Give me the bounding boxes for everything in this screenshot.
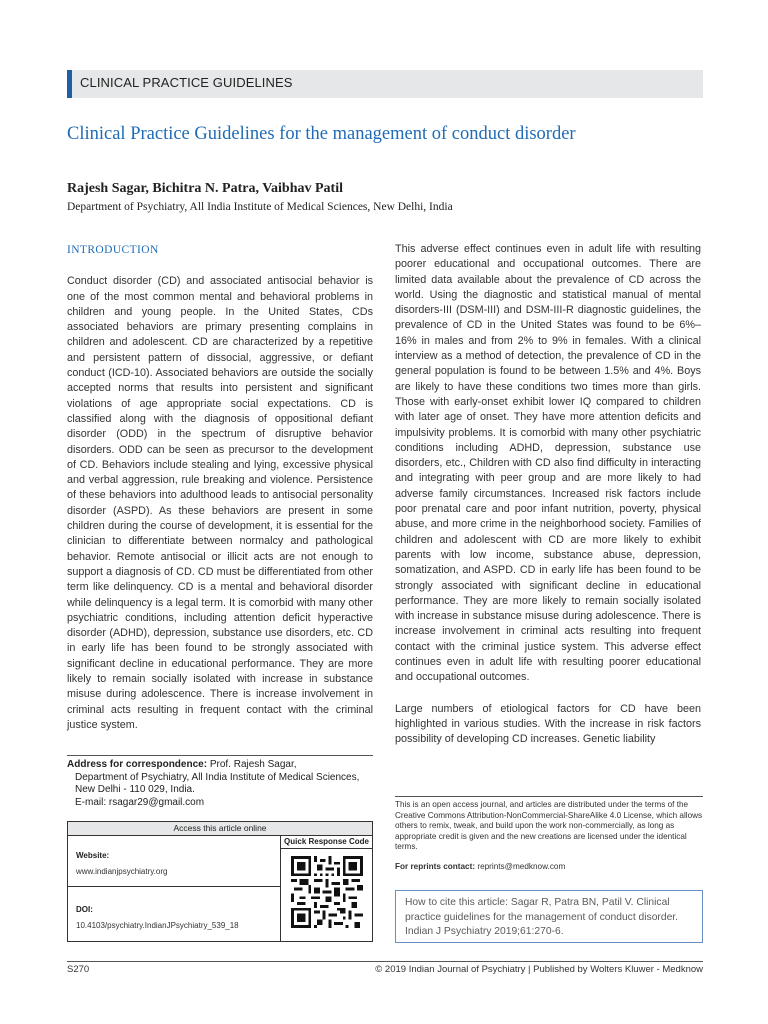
license-notice [395, 796, 703, 872]
access-online-header: Access this article online [68, 822, 372, 836]
right-column [395, 242, 701, 748]
intro-paragraph-3: Large numbers of etiological factors for CD have been highlighted in various studies. With the increase in risk factors possibility of developing CD increases. Genetic liability [395, 702, 701, 746]
qr-code-icon[interactable] [291, 856, 363, 928]
author-affiliation: Department of Psychiatry, All India Institute of Medical Sciences, New Delhi, India [67, 201, 453, 213]
website-label: Website: [76, 851, 110, 860]
access-info [68, 836, 281, 941]
correspondence-dept: Department of Psychiatry, All India Institute of Medical Sciences, [75, 771, 360, 783]
doi-link[interactable]: 10.4103/psychiatry.IndianJPsychiatry_539_18 [76, 921, 239, 930]
section-label: CLINICAL PRACTICE GUIDELINES [67, 70, 703, 98]
page-number: S270 [67, 964, 90, 975]
qr-cell [281, 836, 372, 941]
website-row [68, 836, 281, 887]
correspondence-block [67, 755, 373, 809]
correspondence-label: Address for correspondence: [67, 759, 208, 770]
correspondence-name: Prof. Rajesh Sagar, [207, 759, 297, 770]
website-link[interactable]: www.indianjpsychiatry.org [76, 867, 168, 876]
article-title: Clinical Practice Guidelines for the management of conduct disorder [67, 124, 576, 144]
correspondence-address: New Delhi - 110 029, India. [75, 784, 195, 795]
intro-paragraph-2: This adverse effect continues even in adult life with resulting poorer educational and occupational outcomes. There are limited data available about the prevalence of CD across the world. Using the diagnostic and statistical manual of mental disorders-III (DSM-III) and DSM-III-R diagnostic guidelines, the prevalence of CD in the United States was found to be 6%–16% in males and from 2% to 9% in females. With a clinical interview as a method of detection, the prevalence of CD in the general population is found to be between 1.5% and 4%. Boys are likely to have these conditions two times more than girls. Those with early-onset exhibit lower IQ compared to children with later age of onset. They have more attention deficits and impulsivity problems. It is comorbid with many other psychiatric conditions including ADHD, depression, substance use disorders, etc., Children with CD also find difficulty in interacting and integrating with peer group and are more likely to had adverse family circumstances. Increased risk factors include poor prenatal care and poor infant nutrition, poverty, physical abuse, and more crime in the neighborhood society. Families of children and adolescent with CD are more likely to exhibit parents with low income, substance abuse, depression, somatization, and ASPD. CD in early life has been found to be strongly associated with significant decline in educational performance. They are more likely to remain socially isolated with increase in substance misuse during adolescence. There is increase involvement in criminal acts resulting into frequent contact with the criminal justice system. This adverse effect continues even in adult life with resulting poorer educational and occupational outcomes. [395, 243, 701, 684]
left-column [67, 242, 373, 733]
reprints-email[interactable]: reprints@medknow.com [475, 861, 566, 871]
intro-paragraph-1: Conduct disorder (CD) and associated antisocial behavior is one of the most common mental and behavioral problems in children and young people. In the United States, CDs associated behaviors are primary presenting complains in children and adolescent. CD are characterized by a repetitive and persistent pattern of dissocial, aggressive, or defiant conduct (ICD-10). Associated behaviors are outside the socially accepted norms that results into persistent and significant violations of age appropriate social expectations. CD is classified along with the diagnosis of oppositional defiant disorder (ODD) in the spectrum of disruptive behavior disorders. ODD can be seen as precursor to the development of CD. Behaviors include stealing and lying, excessive physical and verbal aggression, rule breaking and violence. Persistence of these behaviors into adulthood leads to antisocial personality disorder (ASPD). As these behaviors are present in some children during the course of development, it is essential for the clinician to differentiate between normalcy and pathological behavior. Remote antisocial or illicit acts are not enough to support a diagnosis of CD. CD must be differentiated from other term like delinquency. CD is a mental and behavioral disorder while delinquency is a legal term. It is comorbid with many other psychiatric conditions, including attention deficit hyperactive disorder (ADHD), depression, substance use disorders, etc. CD in early life has been found to be strongly associated with significant decline in educational performance. They are more likely to remain socially isolated with increase in substance misuse during adolescence. There is increase involvement in criminal acts resulting in frequent contact with the criminal justice system. [67, 275, 373, 731]
doi-label: DOI: [76, 905, 93, 914]
citation-box: How to cite this article: Sagar R, Patra BN, Patil V. Clinical practice guidelines for the management of conduct disorder. Indian J Psychiatry 2019;61:270-6. [395, 890, 703, 943]
correspondence-email[interactable]: E-mail: rsagar29@gmail.com [75, 796, 205, 808]
footer-divider [67, 961, 703, 962]
access-online-box [67, 821, 373, 942]
reprints-contact [395, 862, 703, 873]
license-text: This is an open access journal, and articles are distributed under the terms of the Creative Commons Attribution-NonCommercial-ShareAlike 4.0 License, which allows others to remix, tweak, and build upon the work non-commercially, as long as appropriate credit is given and the new creations are licensed under the identical terms. [395, 800, 703, 851]
introduction-heading: INTRODUCTION [67, 244, 159, 256]
doi-row [68, 887, 281, 941]
qr-label: Quick Response Code [281, 836, 372, 849]
article-authors: Rajesh Sagar, Bichitra N. Patra, Vaibhav Patil [67, 181, 343, 196]
footer-copyright: © 2019 Indian Journal of Psychiatry | Published by Wolters Kluwer - Medknow [375, 964, 703, 975]
reprints-label: For reprints contact: [395, 861, 476, 871]
